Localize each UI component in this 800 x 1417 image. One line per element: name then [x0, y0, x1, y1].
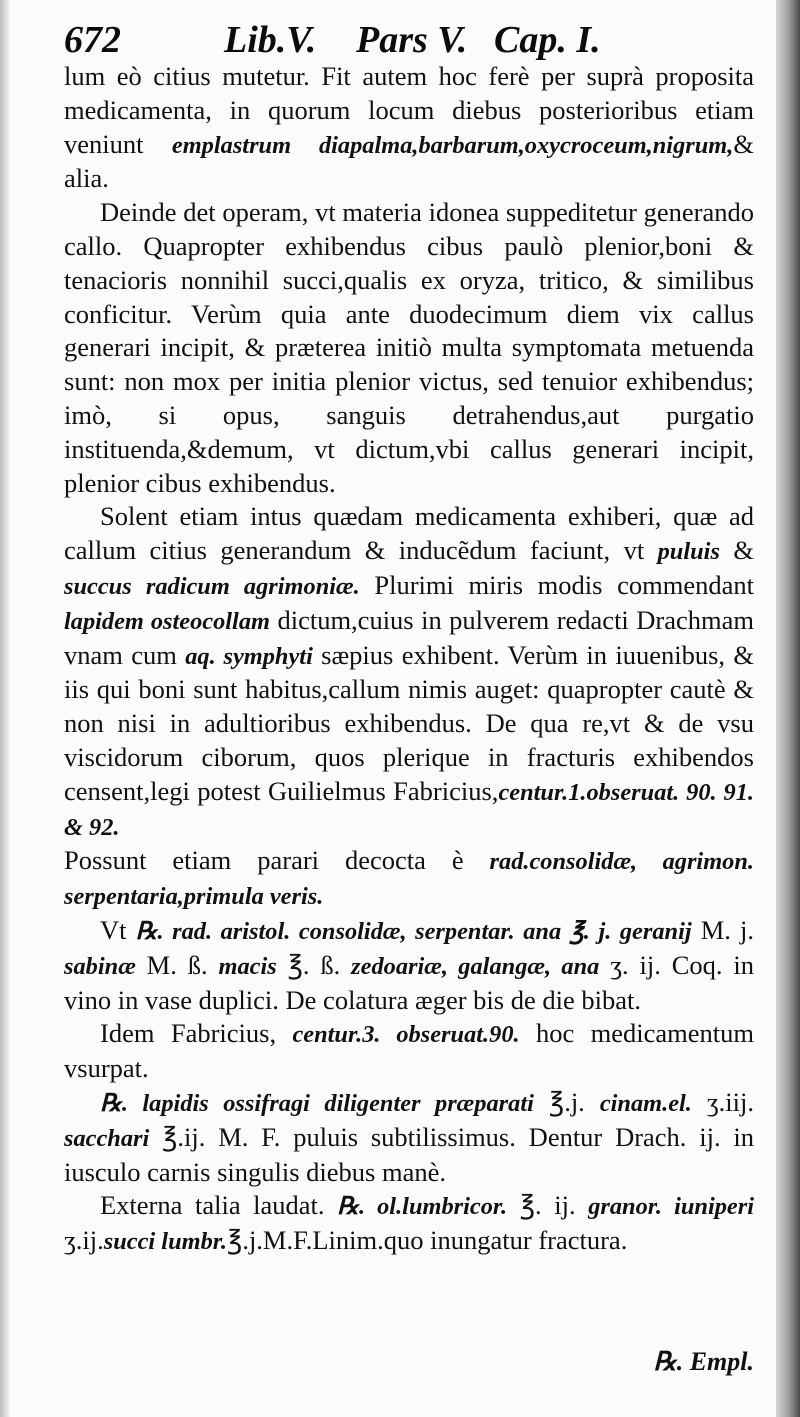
header-part: Pars V.: [356, 19, 468, 61]
paragraph: Possunt etiam parari decocta è rad.consolidæ, agrimon. serpentaria,primula veris.: [64, 845, 754, 911]
recipe-paragraph: ℞. lapidis ossifragi diligenter præparati ℥.j. cinam.el. ʒ.iij. sacchari ℥.ij. M. F. puluis subtilissimus. Dentur Drach. ij. in iusculo carnis singulis diebus manè.: [64, 1086, 754, 1187]
page-right-edge: [776, 0, 800, 1417]
recipe-paragraph: Vt ℞. rad. aristol. consolidæ, serpentar. ana ℥. j. geranij M. j. sabinæ M. ß. macis ℥. ß. zedoariæ, galangæ, ana ʒ. ij. Coq. in vino in vase duplici. De colatura æger bis de die bibat.: [64, 914, 755, 1015]
paragraph: lum eò citius mutetur. Fit autem hoc ferè per suprà proposita medicamenta, in quorum locum diebus posterioribus etiam veniunt emplastrum diapalma,barbarum,oxycroceum,nigrum,& alia.: [64, 61, 754, 194]
paragraph: Idem Fabricius, centur.3. obseruat.90. hoc medicamentum vsurpat.: [64, 1018, 754, 1084]
paragraph: Deinde det operam, vt materia idonea suppeditetur generando callo. Quapropter exhibendus cibus paulò plenior,boni & tenacioris nonnihil succi,qualis ex oryza, tritico, & similibus conficitur. Verùm quia ante duodecimum diem vix callus generari incipit, & præterea initiò multa symptomata metuenda sunt: non mox per initia plenior victus, sed tenuior exhibendus; imò, si opus, sanguis detrahendus,aut purgatio instituenda,&demum, vt dictum,vbi callus generari incipit, plenior cibus exhibendus.: [64, 197, 754, 498]
catchword: ℞. Empl.: [653, 1347, 754, 1376]
header-chapter: Cap. I.: [494, 19, 601, 61]
main-text: [64, 60, 754, 1259]
paragraph: Solent etiam intus quædam medicamenta exhiberi, quæ ad callum citius generandum & inducẽdum faciunt, vt puluis & succus radicum agrimoniæ. Plurimi miris modis commendant lapidem osteocollam dictum,cuius in pulverem redacti Drachmam vnam cum aq. symphyti sæpius exhibent. Verùm in iuuenibus, & iis qui boni sunt habitus,callum nimis auget: quapropter cautè & non nisi in adultioribus exhibendus. De qua re,vt & de vsu viscidorum ciborum, quos plerique in fracturis exhibendos censent,legi potest Guilielmus Fabricius,centur.1.obseruat. 90. 91. & 92.: [64, 501, 755, 841]
page-number: 672: [64, 19, 121, 61]
running-header: [64, 14, 754, 66]
header-book: Lib.V.: [224, 19, 317, 61]
recipe-paragraph: Externa talia laudat. ℞. ol.lumbricor. ℥. ij. granor. iuniperi ʒ.ij.succi lumbr.℥.j.M.F.Linim.quo inungatur fractura.: [64, 1190, 754, 1256]
page-left-edge: [0, 0, 10, 1417]
